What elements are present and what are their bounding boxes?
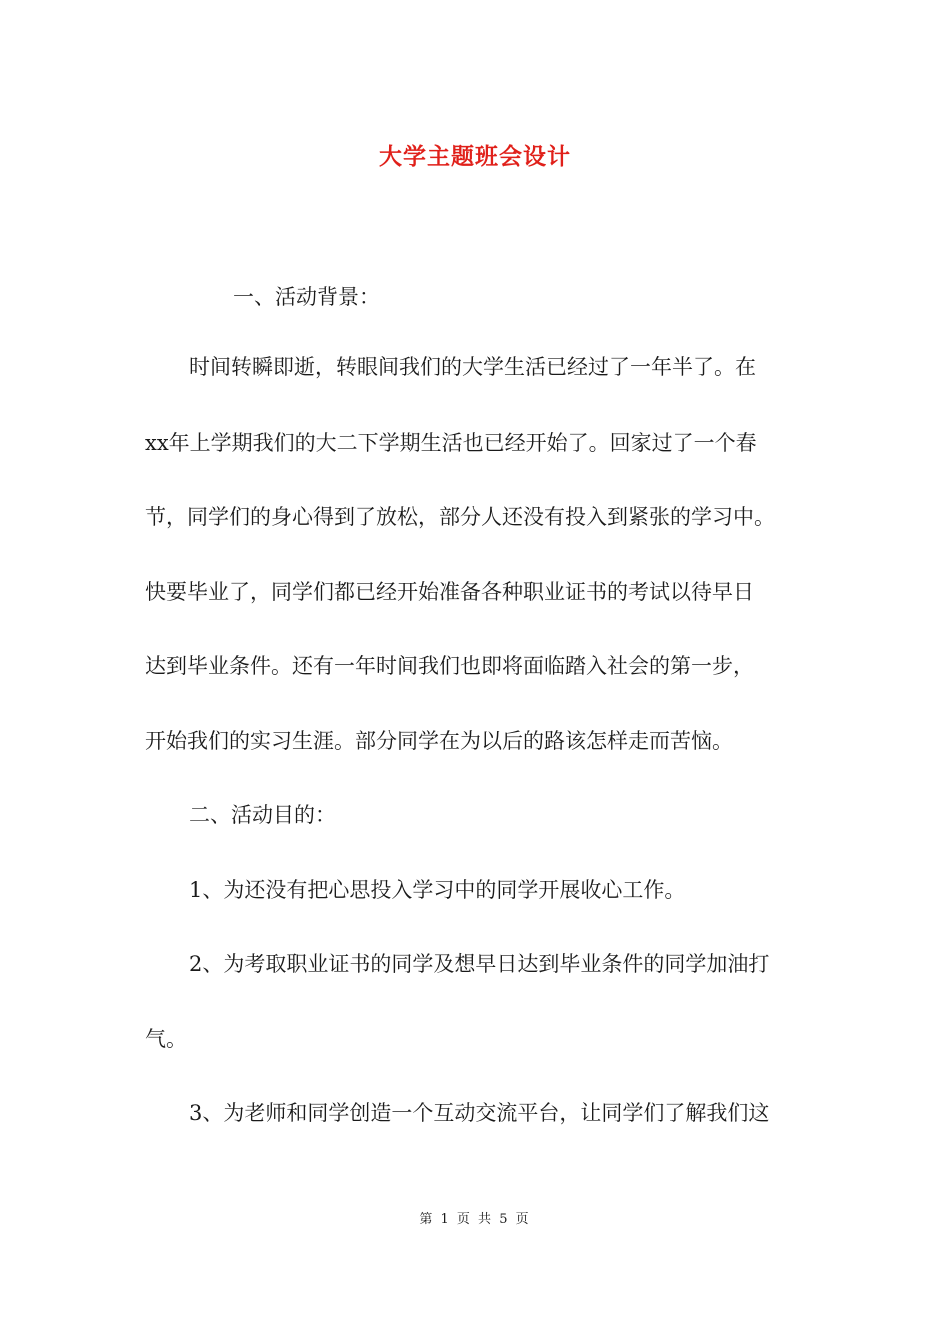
paragraph-line: 快要毕业了，同学们都已经开始准备各种职业证书的考试以待早日 — [145, 580, 754, 604]
section-heading-background: 一、活动背景： — [233, 285, 380, 309]
paragraph-line: xx年上学期我们的大二下学期生活也已经开始了。回家过了一个春 — [145, 431, 757, 455]
list-item: 2、为考取职业证书的同学及想早日达到毕业条件的同学加油打 — [189, 952, 770, 976]
paragraph-line: 开始我们的实习生涯。部分同学在为以后的路该怎样走而苦恼。 — [145, 729, 733, 753]
page-number-footer: 第 1 页 共 5 页 — [419, 1212, 531, 1227]
list-item: 1、为还没有把心思投入学习中的同学开展收心工作。 — [189, 878, 686, 902]
paragraph-line: 达到毕业条件。还有一年时间我们也即将面临踏入社会的第一步， — [145, 654, 754, 678]
paragraph-line: 时间转瞬即逝，转眼间我们的大学生活已经过了一年半了。在 — [189, 355, 756, 379]
document-title: 大学主题班会设计 — [379, 143, 571, 170]
section-heading-purpose: 二、活动目的： — [189, 803, 336, 827]
paragraph-line: 节，同学们的身心得到了放松，部分人还没有投入到紧张的学习中。 — [145, 505, 775, 529]
list-item: 3、为老师和同学创造一个互动交流平台，让同学们了解我们这 — [189, 1101, 770, 1125]
list-item-continuation: 气。 — [145, 1027, 187, 1051]
